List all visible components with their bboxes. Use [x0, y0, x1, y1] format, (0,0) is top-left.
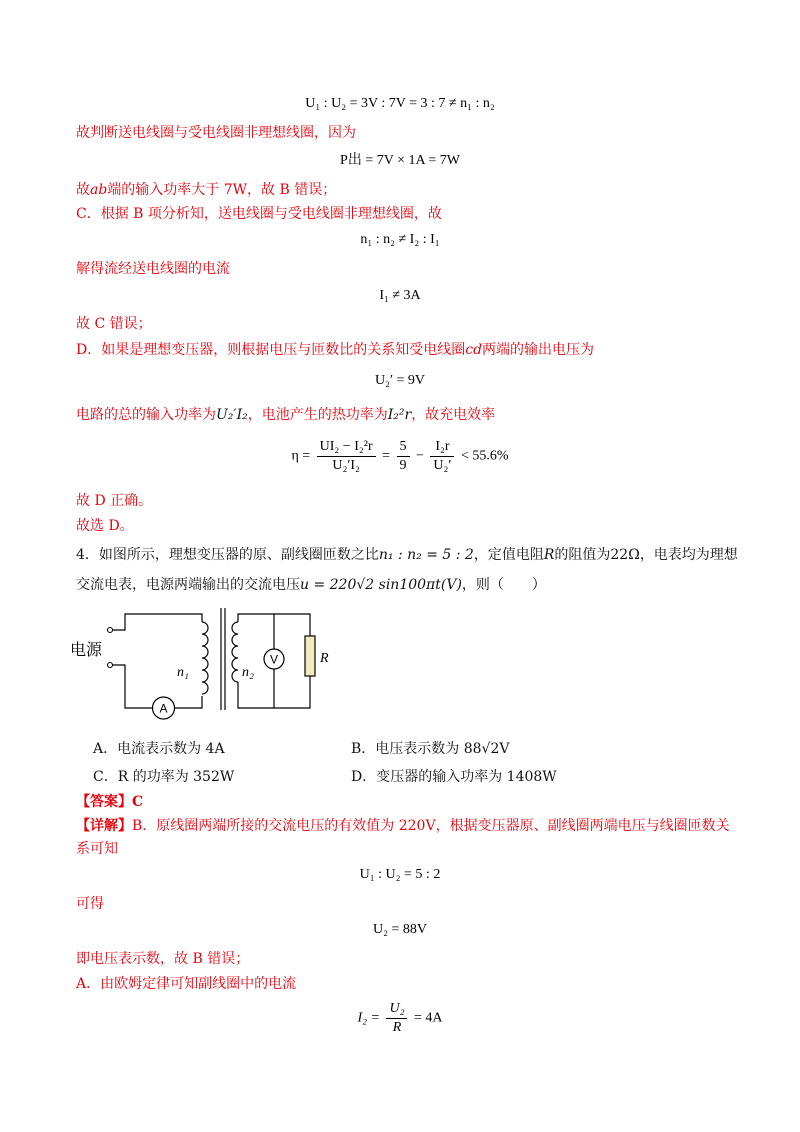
text-line: 故选 D。 — [76, 518, 134, 534]
equation-u1-u2-ratio: U₁ : U₂ = 5 : 2 — [359, 867, 441, 882]
text-fragment-cd: cd — [465, 342, 483, 358]
text-fragment: D．如果是理想变压器，则根据电压与匝数比的关系知受电线圈 — [76, 342, 466, 358]
text-fragment: 两端的输出电压为 — [482, 342, 595, 358]
equation-u2-value: U₂ = 88V — [373, 922, 427, 937]
fraction-denominator: U₂′ — [433, 458, 452, 473]
text-fragment: 故 — [76, 182, 90, 198]
option-d: D．变压器的输入功率为 1408W — [351, 769, 557, 785]
text-line: 故 D 正确。 — [76, 493, 153, 509]
text-line: A．由欧姆定律可知副线圈中的电流 — [76, 976, 297, 992]
text-fragment: ，电池产生的热功率为 — [247, 407, 388, 423]
primary-coil — [202, 622, 208, 694]
text-line — [76, 181, 336, 199]
text-line: 可得 — [76, 896, 104, 912]
text-line: 故判断送电线圈与受电线圈非理想线圈，因为 — [76, 125, 356, 141]
wire — [175, 696, 202, 708]
voltmeter-label: V — [269, 652, 279, 667]
secondary-coil — [232, 622, 238, 682]
text-line: 解得流经送电线圈的电流 — [76, 261, 230, 277]
text-line: C．根据 B 项分析知，送电线圈与受电线圈非理想线圈，故 — [76, 206, 442, 222]
detail-tag: 【详解】 — [76, 818, 132, 834]
text-fragment-ab: ab — [90, 182, 108, 198]
resistor-label: R — [320, 651, 329, 666]
inline-formula: u = 220√2 sin100πt(V) — [300, 577, 462, 593]
primary-turns-label: n₁ — [177, 665, 189, 680]
fraction — [430, 438, 454, 475]
wire — [110, 665, 152, 708]
fraction-denominator: R — [392, 1020, 402, 1035]
fraction — [317, 438, 376, 475]
eta-lhs: η = — [291, 448, 311, 464]
transformer-circuit-diagram — [70, 600, 330, 725]
eta-tail: < 55.6% — [460, 448, 509, 464]
power-source-label: 电源 — [70, 640, 103, 659]
option-a: A．电流表示数为 4A — [93, 741, 225, 757]
text-fragment: 交流电表，电源两端输出的交流电压 — [76, 577, 300, 593]
text-fragment: 电路的总的输入功率为 — [76, 407, 216, 423]
i2-rhs: = 4A — [413, 1010, 443, 1026]
equation-power-out: P出 = 7V × 1A = 7W — [340, 153, 460, 168]
equation-efficiency — [0, 438, 800, 475]
text-fragment: ，定值电阻 — [473, 547, 544, 563]
text-fragment: B．原线圈两端所接的交流电压的有效值为 220V，根据变压器原、副线圈两端电压与线圈匝数关 — [132, 818, 730, 834]
question-4-line-1 — [76, 546, 738, 564]
text-fragment: ，电表均为理想 — [639, 547, 738, 563]
option-c: C．R 的功率为 352W — [93, 769, 235, 785]
equation-current-i1: I₁ ≠ 3A — [379, 288, 421, 303]
equation-i2 — [0, 1000, 800, 1037]
terminal — [108, 628, 113, 633]
fraction — [397, 438, 410, 475]
resistor-icon — [305, 636, 315, 676]
text-fragment: ，故充电效率 — [411, 407, 496, 423]
wire — [110, 614, 202, 630]
text-fragment: 4．如图所示，理想变压器的原、副线圈匝数之比 — [76, 547, 379, 563]
eta-minus: − — [416, 448, 424, 464]
eta-equals: = — [382, 448, 391, 464]
text-line: 故 C 错误； — [76, 316, 152, 332]
detail-line-2: 系可知 — [76, 841, 118, 857]
fraction-numerator: I₂r — [430, 438, 454, 457]
text-fragment: 的阻值为 — [554, 547, 611, 563]
ammeter-label: A — [159, 701, 168, 716]
option-b: B．电压表示数为 88√2V — [351, 741, 510, 757]
fraction-numerator: 5 — [397, 438, 410, 457]
terminal — [108, 663, 113, 668]
inline-formula: 22Ω — [610, 547, 640, 563]
answer-label: 【答案】C — [76, 794, 144, 810]
fraction-numerator: UI₂ − I₂²r — [317, 438, 376, 457]
secondary-turns-label: n₂ — [242, 665, 254, 680]
fraction-numerator: U₂ — [386, 1000, 407, 1019]
inline-formula: U₂′I₂ — [216, 407, 248, 423]
equation-voltage-ratio: U₁ : U₂ = 3V : 7V = 3 : 7 ≠ n₁ : n₂ — [305, 96, 495, 111]
equation-u2-prime: U₂′ = 9V — [374, 373, 426, 388]
text-line: 即电压表示数，故 B 错误； — [76, 951, 250, 967]
equation-turns-ratio: n₁ : n₂ ≠ I₂ : I₁ — [360, 232, 440, 247]
inline-formula: n₁ : n₂ = 5 : 2 — [378, 547, 474, 563]
text-line — [76, 406, 495, 424]
inline-formula: R — [543, 547, 555, 563]
text-fragment: 端的输入功率大于 7W，故 B 错误； — [107, 182, 337, 198]
fraction-denominator: 9 — [399, 458, 407, 473]
question-4-line-2 — [76, 576, 546, 594]
detail-line-1 — [76, 817, 730, 835]
i2-lhs: I₂ = — [357, 1010, 380, 1026]
fraction — [386, 1000, 407, 1037]
text-line — [76, 341, 594, 359]
fraction-denominator: U₂′I₂ — [332, 458, 360, 473]
text-fragment: ，则（ ） — [461, 577, 546, 593]
inline-formula: I₂²r — [387, 407, 412, 423]
